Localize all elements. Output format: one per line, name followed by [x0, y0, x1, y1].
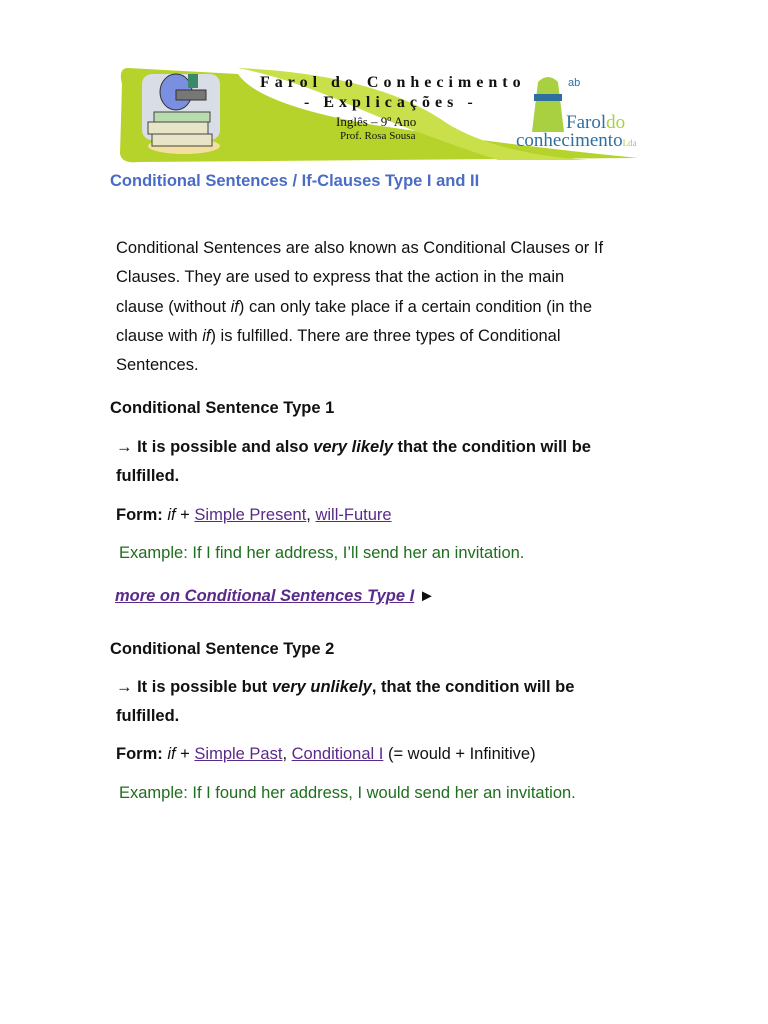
type1-example: Example: If I find her address, I’ll send her an invitation. — [119, 544, 525, 562]
svg-text:ab: ab — [568, 77, 581, 89]
header-banner — [118, 64, 666, 166]
type1-form: Form: if + Simple Present, will-Future — [116, 506, 392, 524]
more-type1 — [115, 586, 435, 606]
type2-description-cont: fulfilled. — [116, 707, 180, 725]
simple-past-link[interactable]: Simple Past — [194, 745, 283, 763]
logo-text-2: conhecimentoLda — [516, 130, 637, 151]
simple-present-link[interactable]: Simple Present — [194, 506, 307, 524]
type2-heading: Conditional Sentence Type 2 — [110, 640, 335, 658]
logo-text: Faroldo — [566, 112, 626, 133]
type2-description: → It is possible but very unlikely, that the condition will be — [116, 678, 575, 696]
intro-line: clause with if) is fulfilled. There are three types of Conditional — [116, 327, 561, 345]
page-title: Conditional Sentences / If-Clauses Type I and II — [110, 172, 480, 190]
will-future-link[interactable]: will-Future — [315, 506, 392, 524]
intro-line: Sentences. — [116, 356, 199, 374]
banner-course: Inglês – 9º Ano — [336, 114, 417, 129]
more-type1-link[interactable]: more on Conditional Sentences Type I — [115, 587, 415, 605]
intro-line: Conditional Sentences are also known as Conditional Clauses or If — [116, 239, 604, 257]
banner-subtitle: - Explicações - — [304, 94, 478, 111]
type1-description: → It is possible and also very likely that the condition will be — [116, 438, 591, 456]
banner-teacher: Prof. Rosa Sousa — [340, 130, 416, 142]
conditional-i-link[interactable]: Conditional I — [291, 745, 384, 763]
type2-form: Form: if + Simple Past, Conditional I (= would + Infinitive) — [116, 745, 536, 763]
type1-heading: Conditional Sentence Type 1 — [110, 399, 335, 417]
type1-description-cont: fulfilled. — [116, 467, 180, 485]
student-books-clipart — [136, 66, 226, 156]
intro-line: clause (without if) can only take place if a certain condition (in the — [116, 298, 593, 316]
intro-line: Clauses. They are used to express that the action in the main — [116, 268, 565, 286]
type2-example: Example: If I found her address, I would send her an invitation. — [119, 784, 576, 802]
banner-title: Farol do Conhecimento — [260, 74, 526, 91]
arrow-right-icon: ► — [418, 587, 436, 605]
